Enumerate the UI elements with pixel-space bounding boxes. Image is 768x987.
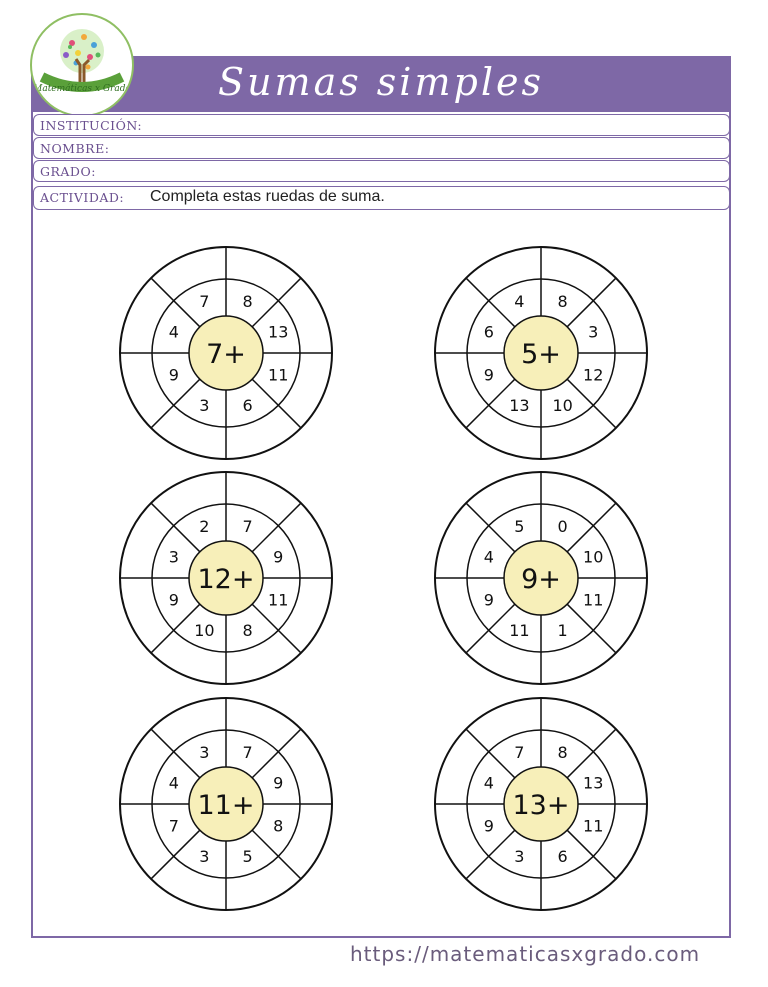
answer-cell[interactable] [497, 711, 517, 731]
institucion-field[interactable] [33, 114, 730, 136]
wheel-number: 9 [483, 590, 494, 610]
wheel-center-label: 11+ [197, 790, 255, 821]
wheel-number: 4 [483, 547, 494, 567]
wheel-center-label: 7+ [206, 339, 246, 370]
wheel-number: 8 [242, 621, 253, 641]
wheel-5 [118, 696, 334, 912]
answer-cell[interactable] [182, 426, 202, 446]
wheel-number: 13 [509, 396, 530, 416]
wheel-number: 8 [557, 291, 568, 311]
nombre-label: NOMBRE: [40, 141, 110, 156]
answer-cell[interactable] [497, 485, 517, 505]
wheel-1 [118, 245, 334, 461]
wheel-4 [433, 470, 649, 686]
wheel-center-label: 13+ [512, 790, 570, 821]
answer-cell[interactable] [448, 760, 468, 780]
wheel-number: 3 [514, 847, 525, 867]
wheel-number: 8 [242, 291, 253, 311]
footer-url[interactable]: https://matematicasxgrado.com [350, 942, 701, 966]
answer-cell[interactable] [250, 426, 270, 446]
wheel-number: 4 [483, 773, 494, 793]
answer-cell[interactable] [497, 426, 517, 446]
wheel-number: 8 [557, 742, 568, 762]
wheel-number: 9 [483, 816, 494, 836]
answer-cell[interactable] [299, 828, 319, 848]
tree-canopy [60, 29, 104, 73]
answer-cell[interactable] [448, 602, 468, 622]
answer-cell[interactable] [182, 711, 202, 731]
answer-cell[interactable] [565, 426, 585, 446]
wheel-number: 11 [583, 590, 604, 610]
nombre-field[interactable] [33, 137, 730, 159]
answer-cell[interactable] [614, 828, 634, 848]
wheel-number: 9 [273, 773, 284, 793]
wheel-number: 11 [509, 621, 530, 641]
wheel-number: 4 [514, 291, 525, 311]
wheel-number: 6 [483, 322, 494, 342]
wheel-number: 4 [168, 773, 179, 793]
actividad-field [33, 186, 730, 210]
answer-cell[interactable] [133, 534, 153, 554]
addition-wheel [118, 470, 334, 686]
answer-cell[interactable] [299, 534, 319, 554]
answer-cell[interactable] [565, 651, 585, 671]
answer-cell[interactable] [614, 760, 634, 780]
answer-cell[interactable] [299, 760, 319, 780]
addition-wheel [118, 245, 334, 461]
answer-cell[interactable] [565, 877, 585, 897]
wheel-number: 3 [199, 847, 210, 867]
wheel-center-label: 12+ [197, 564, 255, 595]
logo-text: Matemáticas x Grado [33, 84, 131, 94]
wheel-number: 13 [268, 322, 289, 342]
answer-cell[interactable] [565, 711, 585, 731]
wheel-number: 9 [273, 547, 284, 567]
answer-cell[interactable] [565, 485, 585, 505]
wheel-number: 10 [552, 396, 573, 416]
wheel-number: 2 [199, 516, 210, 536]
wheel-number: 11 [583, 816, 604, 836]
answer-cell[interactable] [133, 377, 153, 397]
wheel-6 [433, 696, 649, 912]
answer-cell[interactable] [448, 534, 468, 554]
answer-cell[interactable] [133, 602, 153, 622]
answer-cell[interactable] [565, 260, 585, 280]
answer-cell[interactable] [614, 602, 634, 622]
wheel-number: 7 [199, 291, 210, 311]
answer-cell[interactable] [497, 877, 517, 897]
answer-cell[interactable] [250, 651, 270, 671]
wheel-number: 3 [168, 547, 179, 567]
wheel-number: 7 [514, 742, 525, 762]
addition-wheel [433, 470, 649, 686]
answer-cell[interactable] [250, 260, 270, 280]
answer-cell[interactable] [182, 877, 202, 897]
wheel-number: 7 [242, 516, 253, 536]
answer-cell[interactable] [448, 309, 468, 329]
answer-cell[interactable] [614, 534, 634, 554]
wheel-center-label: 9+ [521, 564, 561, 595]
answer-cell[interactable] [299, 309, 319, 329]
page-title: Sumas simples [218, 60, 544, 104]
actividad-label: ACTIVIDAD: [40, 190, 125, 205]
answer-cell[interactable] [250, 711, 270, 731]
answer-cell[interactable] [133, 828, 153, 848]
wheel-number: 1 [557, 621, 568, 641]
addition-wheel [433, 245, 649, 461]
wheel-number: 5 [514, 516, 525, 536]
answer-cell[interactable] [299, 377, 319, 397]
wheel-number: 7 [242, 742, 253, 762]
answer-cell[interactable] [497, 651, 517, 671]
tree-logo-icon [30, 13, 134, 117]
answer-cell[interactable] [182, 485, 202, 505]
wheel-number: 0 [557, 516, 568, 536]
answer-cell[interactable] [133, 309, 153, 329]
addition-wheel [433, 696, 649, 912]
wheel-number: 7 [168, 816, 179, 836]
wheel-number: 8 [273, 816, 284, 836]
grado-field[interactable] [33, 160, 730, 182]
wheel-number: 5 [242, 847, 253, 867]
wheel-number: 13 [583, 773, 604, 793]
wheel-center-label: 5+ [521, 339, 561, 370]
answer-cell[interactable] [614, 377, 634, 397]
actividad-value: Completa estas ruedas de suma. [150, 188, 385, 205]
title-bar [31, 56, 731, 112]
wheel-number: 9 [168, 590, 179, 610]
institucion-label: INSTITUCIÓN: [40, 118, 143, 133]
wheel-number: 3 [199, 742, 210, 762]
wheel-number: 6 [242, 396, 253, 416]
answer-cell[interactable] [448, 828, 468, 848]
answer-cell[interactable] [299, 602, 319, 622]
answer-cell[interactable] [250, 485, 270, 505]
wheel-number: 9 [168, 365, 179, 385]
answer-cell[interactable] [250, 877, 270, 897]
wheel-number: 3 [588, 322, 599, 342]
answer-cell[interactable] [497, 260, 517, 280]
wheel-3 [118, 470, 334, 686]
wheel-number: 4 [168, 322, 179, 342]
answer-cell[interactable] [182, 260, 202, 280]
wheel-number: 10 [194, 621, 215, 641]
wheel-number: 10 [583, 547, 604, 567]
wheel-2 [433, 245, 649, 461]
wheel-number: 3 [199, 396, 210, 416]
wheel-number: 9 [483, 365, 494, 385]
addition-wheel [118, 696, 334, 912]
answer-cell[interactable] [133, 760, 153, 780]
answer-cell[interactable] [614, 309, 634, 329]
answer-cell[interactable] [182, 651, 202, 671]
wheel-number: 11 [268, 365, 289, 385]
answer-cell[interactable] [448, 377, 468, 397]
grado-label: GRADO: [40, 164, 96, 179]
wheel-number: 11 [268, 590, 289, 610]
wheel-number: 12 [583, 365, 604, 385]
wheel-number: 6 [557, 847, 568, 867]
